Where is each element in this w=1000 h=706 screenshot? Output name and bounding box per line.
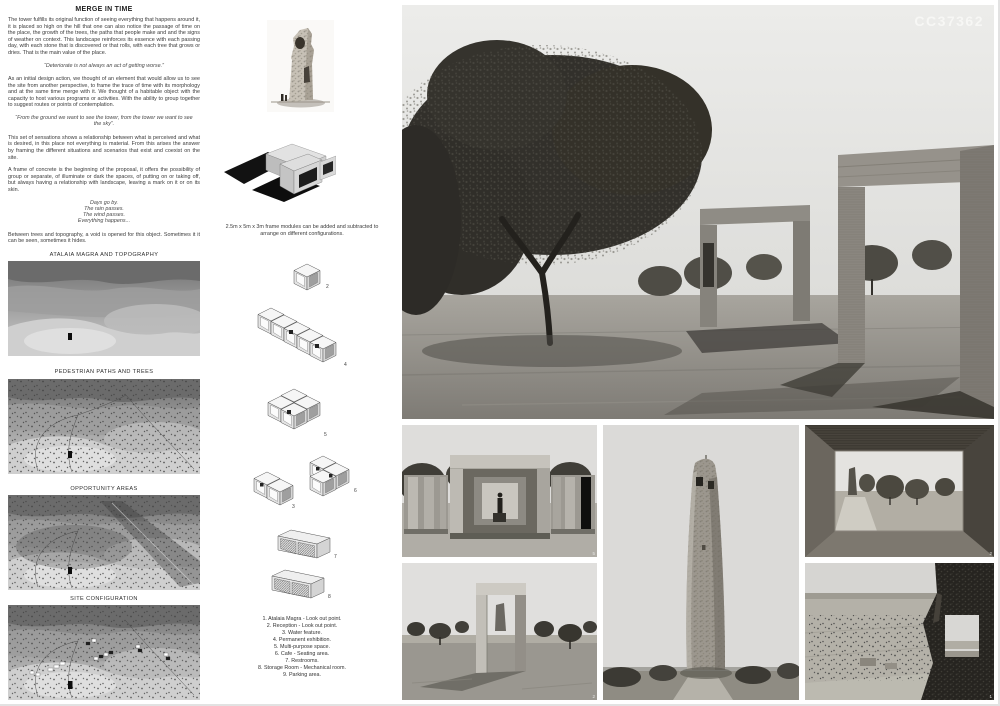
photo-number-tag: 2 [989, 550, 992, 556]
opportunity-areas-diagram [8, 495, 200, 590]
photo-from-tower-illustration [805, 563, 994, 700]
main-photo-olive-grove-frames [402, 5, 994, 419]
legend-item: 9. Parking area. [282, 672, 322, 678]
photo-pavilion-frames [402, 425, 597, 557]
frame-modules-render [222, 138, 336, 206]
photo-number-tag: 1 [989, 693, 992, 699]
module-label: 4 [344, 362, 347, 368]
tower-sketch-image [267, 20, 334, 112]
intro-paragraph-3: This set of sensations shows a relationship between what is perceived and what is desired, in this place not everything is material. From this arises the answer by framing the different situations and scenarios that exist and coexist on the site. [8, 134, 200, 161]
pedestrian-paths-trees-diagram [8, 379, 200, 474]
photo-frame-lookout-interior [805, 425, 994, 557]
photo-stone-tower [603, 425, 799, 700]
legend-item: 8. Storage Room - Mechanical room. [257, 665, 347, 671]
intro-text-column [8, 6, 200, 251]
diagram-heading-opportunity: OPPORTUNITY AREAS [70, 486, 138, 492]
program-legend [222, 616, 382, 679]
legend-item: 7. Restrooms. [285, 658, 319, 664]
module-label: 8 [328, 594, 331, 600]
entry-code-badge: CC37362 [914, 13, 984, 29]
photo-lookout-illustration [805, 425, 994, 557]
module-label: 2 [326, 284, 329, 290]
photo-number-tag: 2 [592, 693, 595, 699]
poem-line: Everything happens... [77, 218, 131, 225]
frame-modules-caption: 2.5m x 5m x 3m frame modules can be added and subtracted to arrange on different configurations. [225, 224, 379, 237]
photo-number-tag: 5 [592, 550, 595, 556]
legend-item: 4. Permanent exhibition. [272, 637, 332, 643]
diagram-heading-topography: ATALAIA MAGRA AND TOPOGRAPHY [49, 252, 159, 258]
legend-item: 5. Multi-purpose space. [273, 644, 331, 650]
photo-view-from-tower [805, 563, 994, 700]
poem-line: The wind passes. [83, 212, 125, 219]
poem-block [8, 200, 200, 225]
photo-pavilion-illustration [402, 425, 597, 557]
topography-diagram [8, 261, 200, 356]
intro-paragraph-1: The tower fulfills its original function of seeing everything that happens around it, it is placed so high on the hill that one can also notice the passage of time on the place, the growth of the trees, the paths that people make and and the signs of weather on context. This landscape reinforces its essence with each passing day, with each stone that is discovered or that rolls, with each tree that grows or dries. That is the main value of the place. [8, 17, 200, 56]
main-photo-illustration [402, 5, 994, 419]
quote-ground-tower: “From the ground we want to see the tower, from the tower we want to see the sky”. [15, 114, 193, 128]
intro-paragraph-5: Between trees and topography, a void is opened for this object. Sometimes it it can be seen, sometimes it hides. [8, 231, 200, 245]
photo-tall-frame-landscape [402, 563, 597, 700]
quote-deteriorate: “Deteriorate is not always an act of getting worse.” [44, 62, 164, 69]
legend-item: 2. Reception - Look out point. [266, 623, 338, 629]
legend-item: 3. Water feature. [282, 630, 322, 636]
module-label: 6 [354, 488, 357, 494]
poem-line: Days go by. [89, 199, 119, 206]
legend-item: 1. Atalaia Magra - Look out point. [262, 616, 342, 622]
diagram-heading-paths-trees: PEDESTRIAN PATHS AND TREES [54, 369, 154, 375]
photo-tall-frame-illustration [402, 563, 597, 700]
intro-paragraph-4: A frame of concrete is the beginning of the proposal, it offers the possibility of group or separate, of illuminate or dark the spaces, of putting on or taking off, but always having a relationship with landscape, leaving a mark on it or on its skin. [8, 167, 200, 193]
site-configuration-diagram [8, 605, 200, 700]
page-title: MERGE IN TIME [75, 6, 133, 13]
poem-line: The rain passes. [84, 205, 124, 212]
diagram-heading-site-configuration: SITE CONFIGURATION [70, 596, 138, 602]
intro-paragraph-2: As an initial design action, we thought of an element that would allow us to see the site from another perspective, to frame the trace of time with its morphology and at the same time merge with it. We thought of a habitable object with the capacity to host various programs or activities. With the ability to group together to suggest routes or points of contemplation. [8, 75, 200, 109]
legend-item: 6. Cafe - Seating area. [274, 651, 330, 657]
module-label: 7 [334, 554, 337, 560]
module-configurations-diagram [252, 262, 378, 610]
module-label: 5 [324, 432, 327, 438]
module-label: 3 [292, 504, 295, 510]
photo-stone-tower-illustration [603, 425, 799, 700]
